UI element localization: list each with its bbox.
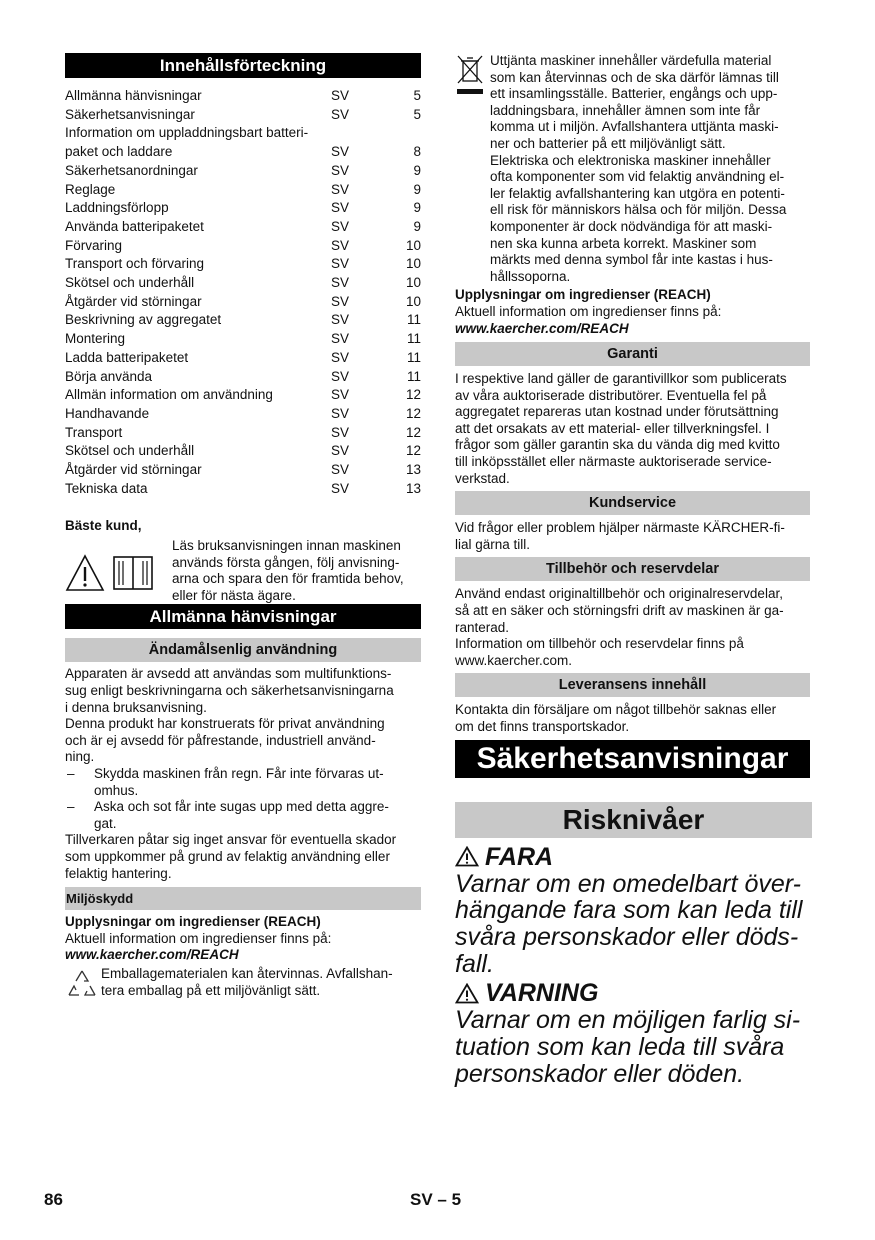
reach-title: Upplysningar om ingredienser (REACH)	[455, 287, 711, 303]
toc-entry-title: Skötsel och underhåll	[65, 275, 195, 291]
toc-entry-title: Information om uppladdningsbart batteri-	[65, 125, 309, 141]
toc-entry-language: SV	[331, 200, 350, 216]
toc-entry-title: Transport och förvaring	[65, 256, 205, 272]
toc-entry-language: SV	[331, 462, 350, 478]
toc-entry-page: 10	[405, 275, 421, 291]
warning-label: VARNING	[485, 979, 599, 1008]
toc-entry-language	[331, 124, 391, 143]
toc-entry-page: 11	[406, 368, 421, 384]
weee-line: ell risk för människors hälsa och för miljön. Dessa	[490, 202, 787, 218]
toc-entry-page: 11	[406, 312, 421, 328]
scope-line: Kontakta din försäljare om något tillbehör saknas eller	[455, 702, 777, 718]
weee-line: ofta komponenter som vid felaktig användning el-	[490, 169, 785, 185]
toc-entry-page: 9	[413, 200, 421, 216]
weee-line: Uttjänta maskiner innehåller värdefulla material	[490, 53, 772, 68]
warning-line: Varnar om en möjligen farlig si-	[455, 1006, 801, 1035]
toc-entry-page: 10	[405, 237, 421, 253]
scope-of-delivery-heading: Leveransens innehåll	[455, 673, 810, 697]
reach-text: Aktuell information om ingredienser finns på:	[455, 303, 722, 319]
toc-row[interactable]	[65, 87, 421, 106]
toc-entry-page: 9	[413, 218, 421, 234]
dear-customer-heading: Bäste kund,	[65, 518, 142, 534]
weee-line: hållssoporna.	[490, 268, 571, 284]
weee-line: ler felaktig avfallshantering kan utgöra en potenti-	[490, 185, 785, 201]
toc-entry-title: Reglage	[65, 181, 116, 197]
toc-entry-language: SV	[331, 349, 350, 365]
intended-line: och är ej avsedd för påfrestande, industriell använd-	[65, 732, 376, 748]
toc-row[interactable]	[65, 386, 421, 405]
toc-row[interactable]	[65, 218, 421, 237]
right-column	[455, 53, 810, 1088]
toc-entry-language: SV	[331, 387, 350, 403]
accessories-line: www.kaercher.com.	[455, 652, 573, 668]
danger-line: hängande fara som kan leda till	[455, 896, 803, 925]
toc-entry-title: Åtgärder vid störningar	[65, 293, 202, 309]
toc-row[interactable]	[65, 330, 421, 349]
danger-line: svåra personskador eller döds-	[455, 923, 799, 951]
page-number: 86	[44, 1190, 63, 1209]
intended-use-text	[65, 666, 421, 882]
toc-heading: Innehållsförteckning	[65, 53, 421, 78]
service-text	[455, 520, 810, 553]
service-heading: Kundservice	[455, 491, 810, 515]
toc-row[interactable]	[65, 424, 421, 443]
packaging-line: Emballagematerialen kan återvinnas. Avfallshan-	[101, 965, 393, 981]
toc-entry-page: 12	[405, 443, 421, 459]
reach-section	[455, 287, 810, 337]
toc-entry-title: Handhavande	[65, 405, 150, 421]
scope-text	[455, 702, 810, 735]
toc-entry-page: 10	[405, 293, 421, 309]
toc-entry-page: 8	[413, 144, 421, 160]
dear-customer-section	[65, 518, 421, 604]
toc-row[interactable]	[65, 143, 421, 162]
toc-entry-page: 12	[405, 424, 421, 440]
intended-line: felaktig hantering.	[65, 865, 172, 881]
toc-entry-language: SV	[331, 218, 350, 234]
toc-row[interactable]	[65, 461, 421, 480]
toc-row[interactable]	[65, 274, 421, 293]
intended-line: i denna bruksanvisning.	[65, 699, 207, 715]
toc-entry-language: SV	[331, 275, 350, 291]
toc-entry-page	[391, 124, 421, 143]
danger-label: FARA	[485, 842, 554, 871]
intended-line: Denna produkt har konstruerats för privat användning	[65, 716, 385, 732]
intended-line: Apparaten är avsedd att användas som multifunktions-	[65, 666, 392, 682]
toc-entry-title: Ladda batteripaketet	[65, 349, 189, 365]
dear-customer-line: används första gången, följ anvisning-	[172, 554, 400, 570]
toc-row[interactable]	[65, 293, 421, 312]
toc-row[interactable]	[65, 199, 421, 218]
bullet-item: – Skydda maskinen från regn. Får inte förvaras ut- omhus.	[67, 766, 384, 798]
warranty-heading: Garanti	[455, 342, 810, 366]
weee-section	[455, 53, 810, 285]
caution-warning-icon	[455, 983, 479, 1004]
toc-row[interactable]	[65, 442, 421, 461]
reach-title: Upplysningar om ingredienser (REACH)	[65, 914, 321, 930]
environment-section	[65, 914, 421, 1000]
toc-entry-title: Börja använda	[65, 368, 153, 384]
warning-triangle-icon	[65, 554, 105, 592]
weee-line: komma ut i miljön. Avfallshantera uttjänta maski-	[490, 119, 779, 135]
warning-block	[455, 979, 810, 1087]
toc-entry-title: Transport	[65, 424, 123, 440]
toc-entry-language: SV	[331, 293, 350, 309]
accessories-text	[455, 586, 810, 669]
weee-line: nen ska kunna arbeta korrekt. Maskiner som	[490, 235, 757, 251]
warranty-line: aggregatet repareras utan kostnad under förutsättning	[455, 404, 779, 420]
toc-row[interactable]	[65, 237, 421, 256]
toc-entry-title: Förvaring	[65, 237, 123, 253]
toc-entry-language: SV	[331, 237, 350, 253]
intended-line: som uppkommer på grund av felaktig användning eller	[65, 848, 390, 864]
left-column	[65, 53, 421, 1000]
toc-entry-language: SV	[331, 424, 350, 440]
toc-row[interactable]	[65, 255, 421, 274]
warning-line: tuation som kan leda till svåra	[455, 1033, 785, 1062]
toc-row[interactable]	[65, 368, 421, 387]
toc-entry-language: SV	[331, 144, 350, 160]
toc-list	[65, 87, 421, 498]
toc-entry-language: SV	[331, 256, 350, 272]
recycling-icon	[65, 968, 99, 1000]
toc-entry-page: 5	[413, 88, 421, 103]
toc-entry-title: paket och laddare	[65, 144, 173, 160]
toc-entry-page: 5	[413, 106, 421, 122]
toc-entry-title: Montering	[65, 331, 126, 347]
read-manual-book-icon	[111, 553, 155, 593]
toc-entry-language: SV	[331, 368, 350, 384]
toc-entry-page: 13	[405, 480, 421, 496]
toc-entry-page: 12	[405, 387, 421, 403]
weee-icon-wrap	[455, 53, 490, 285]
toc-row[interactable]	[65, 124, 421, 143]
danger-line: fall.	[455, 949, 494, 978]
warranty-line: I respektive land gäller de garantivillkor som publicerats	[455, 371, 787, 387]
warranty-text	[455, 371, 810, 487]
scope-line: om det finns transportskador.	[455, 719, 630, 734]
toc-entry-title: Säkerhetsanordningar	[65, 162, 198, 178]
general-heading: Allmänna hänvisningar	[65, 604, 421, 629]
toc-entry-title: Allmänna hänvisningar	[65, 88, 202, 103]
toc-entry-language: SV	[331, 443, 350, 459]
accessories-heading: Tillbehör och reservdelar	[455, 557, 810, 581]
toc-row[interactable]	[65, 106, 421, 125]
toc-entry-language: SV	[331, 331, 350, 347]
weee-line: laddningsbara, innehåller ämnen som inte får	[490, 102, 761, 118]
intended-use-heading: Ändamålsenlig användning	[65, 638, 421, 662]
danger-line: Varnar om en omedelbart över-	[455, 869, 802, 898]
danger-warning-icon	[455, 846, 479, 867]
warranty-line: av våra auktoriserade distributörer. Eventuella fel på	[455, 387, 767, 403]
toc-entry-page: 11	[406, 349, 421, 365]
warranty-line: att det orsakats av ett material- eller tillverkningsfel. I	[455, 420, 770, 436]
toc-entry-page: 13	[405, 462, 421, 478]
toc-entry-language: SV	[331, 106, 350, 122]
service-line: Vid frågor eller problem hjälper närmaste KÄRCHER-fi-	[455, 520, 785, 536]
intended-line: sug enligt beskrivningarna och säkerhetsanvisningarna	[65, 683, 394, 699]
toc-entry-language: SV	[331, 480, 350, 496]
toc-entry-title: Beskrivning av aggregatet	[65, 312, 222, 328]
toc-entry-title: Tekniska data	[65, 480, 148, 496]
toc-entry-title: Säkerhetsanvisningar	[65, 106, 195, 122]
danger-block	[455, 843, 810, 978]
toc-entry-page: 9	[413, 181, 421, 197]
toc-entry-language: SV	[331, 162, 350, 178]
dear-customer-line: Läs bruksanvisningen innan maskinen	[172, 538, 401, 554]
accessories-line: Använd endast originaltillbehör och originalreservdelar,	[455, 586, 783, 602]
toc-row[interactable]	[65, 349, 421, 368]
toc-entry-language: SV	[331, 88, 350, 103]
crossed-out-bin-icon	[455, 53, 485, 95]
toc-entry-title: Använda batteripaketet	[65, 218, 204, 234]
page-label: SV – 5	[410, 1190, 462, 1209]
toc-entry-language: SV	[331, 181, 350, 197]
toc-entry-title: Skötsel och underhåll	[65, 443, 195, 459]
dear-customer-line: arna och spara den för framtida behov,	[172, 571, 404, 587]
warranty-line: frågor som gäller garantin ska du vända dig med kvitto	[455, 437, 780, 453]
weee-line: komponenter är dock nödvändiga för att maski-	[490, 218, 773, 234]
accessories-line: ranterad.	[455, 619, 510, 635]
toc-row[interactable]	[65, 181, 421, 200]
warranty-line: verkstad.	[455, 470, 510, 486]
environment-heading: Miljöskydd	[65, 887, 421, 910]
toc-entry-title: Laddningsförlopp	[65, 200, 169, 216]
manual-icons	[65, 538, 172, 604]
weee-line: Elektriska och elektroniska maskiner innehåller	[490, 152, 771, 168]
toc-row[interactable]	[65, 311, 421, 330]
weee-line: ett insamlingsställe. Batterier, engångs och upp-	[490, 86, 778, 102]
reach-link[interactable]: www.kaercher.com/REACH	[455, 320, 629, 336]
toc-row[interactable]	[65, 405, 421, 424]
safety-heading: Säkerhetsanvisningar	[455, 740, 810, 778]
packaging-line: tera emballag på ett miljövänligt sätt.	[101, 982, 321, 998]
warranty-line: till inköpsstället eller närmaste auktoriserade service-	[455, 454, 772, 470]
intended-line: Tillverkaren påtar sig inget ansvar för eventuella skador	[65, 832, 397, 848]
toc-entry-page: 11	[406, 331, 421, 347]
service-line: lial gärna till.	[455, 536, 531, 552]
risk-levels-heading: Risknivåer	[455, 802, 812, 838]
weee-line: ner och batterier på ett miljövänligt sätt.	[490, 135, 726, 151]
reach-link[interactable]: www.kaercher.com/REACH	[65, 947, 239, 963]
toc-entry-language: SV	[331, 312, 350, 328]
toc-row[interactable]	[65, 162, 421, 181]
toc-row[interactable]	[65, 480, 421, 499]
weee-line: märkts med denna symbol får inte kastas i hus-	[490, 252, 773, 268]
warning-line: personskador eller döden.	[455, 1059, 745, 1088]
dear-customer-line: eller för nästa ägare.	[172, 587, 296, 603]
toc-entry-page: 10	[405, 256, 421, 272]
toc-entry-page: 9	[413, 162, 421, 178]
toc-entry-title: Åtgärder vid störningar	[65, 462, 202, 478]
toc-entry-title: Allmän information om användning	[65, 387, 273, 403]
toc-entry-page: 12	[405, 405, 421, 421]
intended-line: ning.	[65, 749, 95, 765]
reach-text: Aktuell information om ingredienser finns på:	[65, 930, 332, 946]
toc-entry-language: SV	[331, 405, 350, 421]
accessories-line: så att en säker och störningsfri drift av maskinen är ga-	[455, 603, 784, 619]
bullet-item: – Aska och sot får inte sugas upp med detta aggre- gat.	[67, 799, 389, 831]
accessories-line: Information om tillbehör och reservdelar finns på	[455, 636, 744, 652]
weee-line: som kan återvinnas och de ska därför lämnas till	[490, 69, 779, 85]
